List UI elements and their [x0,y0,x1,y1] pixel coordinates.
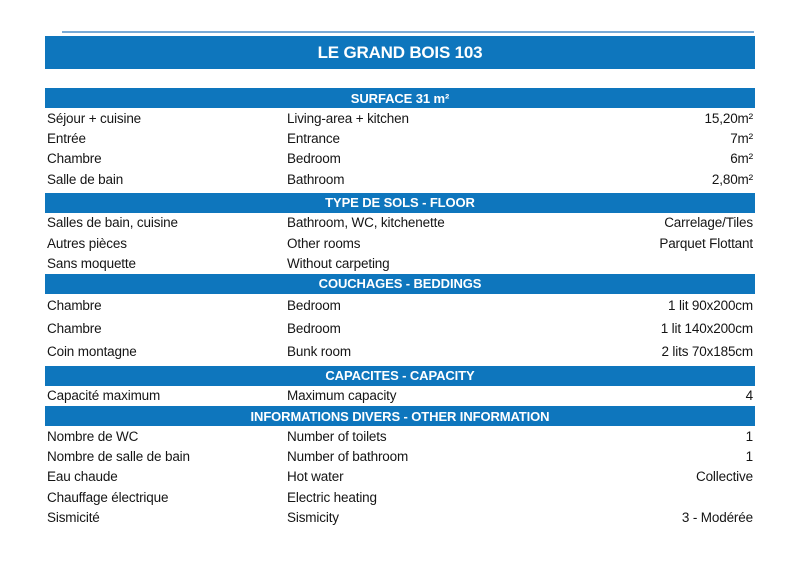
label-fr: Chauffage électrique [47,489,169,505]
row-value: 6m² [730,151,753,167]
row-value: 2 lits 70x185cm [661,344,753,360]
label-fr: Coin montagne [47,344,137,360]
row-value: Parquet Flottant [659,235,753,251]
row-value: 15,20m² [704,110,753,126]
section-beddings [45,274,755,364]
row-value: Collective [695,469,753,485]
table-row [45,386,755,406]
label-en: Bathroom, WC, kitchenette [287,215,445,231]
page-title: LE GRAND BOIS 103 [317,42,483,62]
section-header-capacity [45,366,755,386]
label-fr: Eau chaude [47,469,118,485]
label-fr: Chambre [47,151,102,167]
section-floor [45,193,755,274]
row-value: 7m² [730,131,753,147]
table-row [45,340,755,363]
title-bar [45,36,755,69]
section-header-other-information [45,406,755,426]
row-value: 1 lit 90x200cm [668,297,753,313]
row-value: 1 lit 140x200cm [660,321,753,337]
table-row [45,508,755,528]
section-header-label: INFORMATIONS DIVERS - OTHER INFORMATION [250,408,550,424]
label-en: Bedroom [287,321,341,337]
label-fr: Capacité maximum [47,388,161,404]
label-en: Electric heating [287,489,377,505]
label-en: Hot water [287,469,344,485]
section-header-label: CAPACITES - CAPACITY [325,368,475,384]
table-row [45,233,755,253]
table-row [45,487,755,507]
label-fr: Sismicité [47,510,100,526]
label-fr: Salles de bain, cuisine [47,215,178,231]
section-header-surface [45,88,755,108]
row-value: 1 [745,449,753,465]
section-other-information [45,406,755,528]
label-en: Maximum capacity [287,388,397,404]
label-fr: Nombre de WC [47,428,139,444]
label-en: Bedroom [287,297,341,313]
table-row [45,317,755,340]
table-row [45,169,755,189]
property-info-sheet [45,36,755,528]
table-row [45,446,755,466]
label-fr: Entrée [47,131,86,147]
section-surface [45,88,755,190]
section-header-label: TYPE DE SOLS - FLOOR [325,195,475,211]
row-value: Carrelage/Tiles [664,215,753,231]
label-en: Other rooms [287,235,361,251]
label-fr: Chambre [47,321,102,337]
label-en: Living-area + kitchen [287,110,409,126]
label-fr: Salle de bain [47,171,124,187]
label-en: Bedroom [287,151,341,167]
label-en: Bunk room [287,344,351,360]
label-fr: Nombre de salle de bain [47,449,190,465]
label-fr: Séjour + cuisine [47,110,142,126]
table-row [45,149,755,169]
label-en: Without carpeting [287,256,390,272]
section-header-label: COUCHAGES - BEDDINGS [318,276,482,292]
row-value: 3 - Modérée [681,510,753,526]
row-value: 1 [745,428,753,444]
label-fr: Chambre [47,297,102,313]
table-row [45,467,755,487]
table-row [45,253,755,273]
label-fr: Autres pièces [47,235,127,251]
table-row [45,213,755,233]
label-en: Sismicity [287,510,339,526]
label-en: Entrance [287,131,340,147]
label-fr: Sans moquette [47,256,136,272]
table-row [45,426,755,446]
section-header-floor [45,193,755,213]
cropped-banner-edge-line [62,31,754,33]
label-en: Bathroom [287,171,345,187]
row-value: 2,80m² [711,171,753,187]
section-capacity [45,366,755,406]
label-en: Number of toilets [287,428,387,444]
row-value: 4 [745,388,753,404]
section-header-label: SURFACE 31 m² [350,90,450,106]
section-header-beddings [45,274,755,294]
table-row [45,128,755,148]
table-row [45,294,755,317]
label-en: Number of bathroom [287,449,409,465]
table-row [45,108,755,128]
